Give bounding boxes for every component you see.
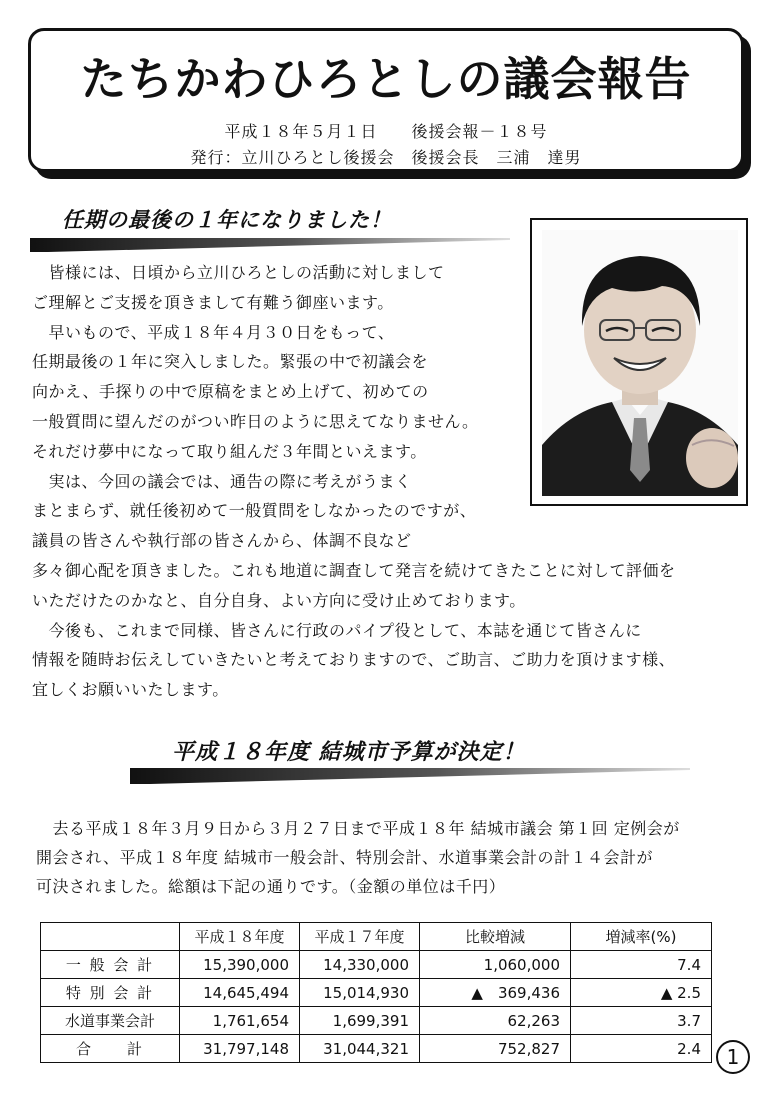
body-line: いただけたのかなと、自分自身、よい方向に受け止めております。 [32,590,526,610]
body-line: まとまらず、就任後初めて一般質問をしなかったのですが、 [32,501,477,521]
table-row [41,951,712,979]
newsletter-title: たちかわひろとしの議会報告 [80,52,692,106]
body-line: それだけ夢中になって取り組んだ３年間といえます。 [32,441,427,461]
issue-date-line: 平成１８年５月１日 後援会報－１８号 [224,122,548,141]
body-line: 向かえ、手探りの中で原稿をまとめ上げて、初めての [32,382,429,402]
budget-table [40,922,712,1063]
table-cell: ▲ 2.5 [571,979,712,1007]
table-cell: 752,827 [420,1035,571,1063]
body-line: ご理解とご支援を頂きまして有難う御座います。 [32,292,394,312]
table-cell: 14,330,000 [300,951,420,979]
table-header-cell: 増減率(%) [571,923,712,951]
table-row [41,1007,712,1035]
header-box [28,28,744,172]
table-cell: ▲ 369,436 [420,979,571,1007]
body-line: 実は、今回の議会では、通告の際に考えがうまく [32,471,412,491]
table-cell: 1,761,654 [180,1007,300,1035]
table-cell: 7.4 [571,951,712,979]
body-line: 皆様には、日頃から立川ひろとしの活動に対しまして [32,263,445,282]
portrait-photo-frame [530,218,748,506]
section1-underline-wedge [30,234,510,254]
row-label: 水道事業会計 [41,1007,180,1035]
table-row [41,1035,712,1063]
body-line: 可決されました。総額は下記の通りです。（金額の単位は千円） [36,877,506,896]
section2-underline-wedge [130,764,690,786]
portrait-icon [542,230,738,496]
table-cell: 1,699,391 [300,1007,420,1035]
table-row [41,979,712,1007]
body-line: 早いもので、平成１８年４月３０日をもって、 [32,322,395,342]
body-line: 議員の皆さんや執行部の皆さんから、体調不良など [32,531,412,551]
table-header-row [41,923,712,951]
table-header-cell: 平成１７年度 [300,923,420,951]
table-header-cell: 平成１８年度 [180,923,300,951]
body-line: 一般質問に望んだのがつい昨日のように思えてなりません。 [32,411,479,431]
section2-body [36,814,680,901]
table-header-cell: 比較増減 [420,923,571,951]
section1-title: 任期の最後の１年になりました！ [62,208,392,232]
row-label: 合 計 [41,1035,180,1063]
table-cell: 2.4 [571,1035,712,1063]
table-cell: 31,044,321 [300,1035,420,1063]
table-header-cell [41,923,180,951]
publisher-line: 発行：立川ひろとし後援会 後援会長 三浦 達男 [190,148,582,167]
table-cell: 15,390,000 [180,951,300,979]
body-line: 今後も、これまで同様、皆さんに行政のパイプ役として、本誌を通じて皆さんに [32,620,642,640]
table-cell: 31,797,148 [180,1035,300,1063]
row-label: 一 般 会 計 [41,951,180,979]
portrait-photo [542,230,738,496]
section2-title: 平成１８年度 結城市予算が決定！ [172,740,526,765]
body-line: 多々御心配を頂きました。これも地道に調査して発言を続けてきたことに対して評価を [32,560,676,580]
table-cell: 62,263 [420,1007,571,1035]
table-cell: 14,645,494 [180,979,300,1007]
table-cell: 3.7 [571,1007,712,1035]
page-number: 1 [716,1040,750,1074]
table-cell: 1,060,000 [420,951,571,979]
body-line: 宜しくお願いいたします。 [32,680,229,700]
body-line: 情報を随時お伝えしていきたいと考えておりますので、ご助言、ご助力を頂けます様、 [32,650,676,670]
body-line: 去る平成１８年３月９日から３月２７日まで平成１８年 結城市議会 第１回 定例会が [36,819,680,838]
body-line: 開会され、平成１８年度 結城市一般会計、特別会計、水道事業会計の計１４会計が [36,848,654,867]
table-cell: 15,014,930 [300,979,420,1007]
body-line: 任期最後の１年に突入しました。緊張の中で初議会を [32,352,429,372]
row-label: 特 別 会 計 [41,979,180,1007]
